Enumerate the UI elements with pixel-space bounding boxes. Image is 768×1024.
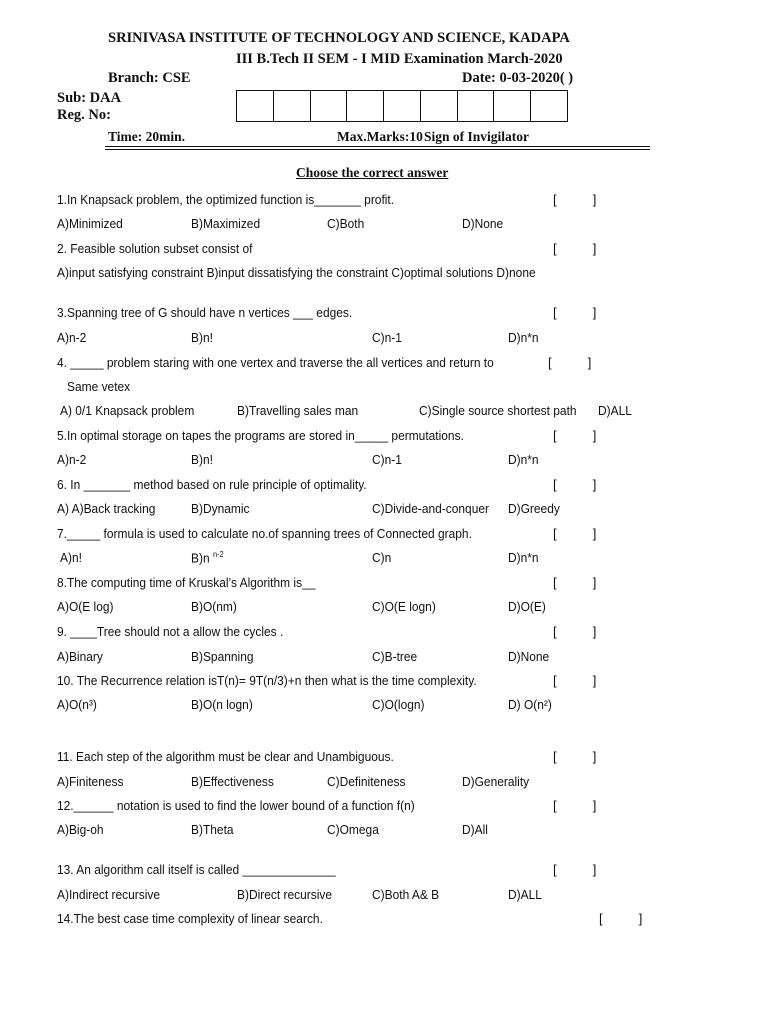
q11-option-c: C)Definiteness bbox=[327, 774, 406, 789]
q3-option-a: A)n-2 bbox=[57, 330, 87, 345]
q8-option-a: A)O(E log) bbox=[57, 599, 114, 614]
reg-no-cell[interactable] bbox=[494, 91, 531, 121]
question-10: 10. The Recurrence relation isT(n)= 9T(n/3)+n then what is the time complexity. bbox=[57, 673, 477, 688]
question-4: 4. _____ problem staring with one vertex and traverse the all vertices and return to bbox=[57, 355, 494, 370]
q7-option-c: C)n bbox=[372, 550, 392, 565]
q7-option-d: D)n*n bbox=[508, 550, 539, 565]
q9-option-c: C)B-tree bbox=[372, 649, 418, 664]
question-6: 6. In _______ method based on rule principle of optimality. bbox=[57, 477, 367, 492]
divider bbox=[105, 146, 650, 147]
q8-option-b: B)O(nm) bbox=[191, 599, 237, 614]
answer-bracket-7[interactable]: [ ] bbox=[553, 526, 597, 541]
answer-bracket-6[interactable]: [ ] bbox=[553, 477, 597, 492]
reg-no-boxes[interactable] bbox=[236, 90, 568, 122]
q12-option-c: C)Omega bbox=[327, 822, 379, 837]
question-8: 8.The computing time of Kruskal’s Algorithm is__ bbox=[57, 575, 316, 590]
max-marks: Max.Marks:10 bbox=[337, 129, 423, 144]
q11-option-d: D)Generality bbox=[462, 774, 530, 789]
q12-option-b: B)Theta bbox=[191, 822, 234, 837]
q6-option-a: A) A)Back tracking bbox=[57, 501, 156, 516]
answer-bracket-9[interactable]: [ ] bbox=[553, 624, 597, 639]
q5-option-a: A)n-2 bbox=[57, 452, 87, 467]
invigilator-sign: Sign of Invigilator bbox=[424, 129, 530, 144]
answer-bracket-5[interactable]: [ ] bbox=[553, 428, 597, 443]
q1-option-c: C)Both bbox=[327, 216, 365, 231]
exam-time: Time: 20min. bbox=[108, 129, 185, 144]
question-13: 13. An algorithm call itself is called ______________ bbox=[57, 862, 336, 877]
exam-date: Date: 0-03-2020( ) bbox=[462, 70, 574, 86]
q4-option-a: A) 0/1 Knapsack problem bbox=[60, 403, 195, 418]
q6-option-d: D)Greedy bbox=[508, 501, 560, 516]
answer-bracket-13[interactable]: [ ] bbox=[553, 862, 597, 877]
q4-option-c: C)Single source shortest path bbox=[419, 403, 577, 418]
branch: Branch: CSE bbox=[108, 70, 191, 86]
q6-option-b: B)Dynamic bbox=[191, 501, 250, 516]
answer-bracket-3[interactable]: [ ] bbox=[553, 305, 597, 320]
q12-option-a: A)Big-oh bbox=[57, 822, 104, 837]
q3-option-b: B)n! bbox=[191, 330, 213, 345]
divider bbox=[105, 149, 650, 150]
question-9: 9. ____Tree should not a allow the cycles . bbox=[57, 624, 284, 639]
subject: Sub: DAA bbox=[57, 90, 122, 106]
reg-no-cell[interactable] bbox=[347, 91, 384, 121]
answer-bracket-12[interactable]: [ ] bbox=[553, 798, 597, 813]
q8-option-d: D)O(E) bbox=[508, 599, 546, 614]
question-12: 12.______ notation is used to find the lower bound of a function f(n) bbox=[57, 798, 415, 813]
q3-option-c: C)n-1 bbox=[372, 330, 402, 345]
reg-no-cell[interactable] bbox=[384, 91, 421, 121]
q1-option-b: B)Maximized bbox=[191, 216, 261, 231]
q8-option-c: C)O(E logn) bbox=[372, 599, 436, 614]
q10-option-c: C)O(logn) bbox=[372, 697, 425, 712]
q1-option-a: A)Minimized bbox=[57, 216, 123, 231]
answer-bracket-1[interactable]: [ ] bbox=[553, 192, 597, 207]
q12-option-d: D)All bbox=[462, 822, 488, 837]
q13-option-d: D)ALL bbox=[508, 887, 542, 902]
q7-option-a: A)n! bbox=[60, 550, 82, 565]
question-11: 11. Each step of the algorithm must be clear and Unambiguous. bbox=[57, 749, 394, 764]
answer-bracket-4[interactable]: [ ] bbox=[548, 355, 592, 370]
q2-options: A)input satisfying constraint B)input dissatisfying the constraint C)optimal solutions D)none bbox=[57, 265, 536, 280]
q13-option-c: C)Both A& B bbox=[372, 887, 440, 902]
q10-option-a: A)O(n³) bbox=[57, 697, 97, 712]
q5-option-b: B)n! bbox=[191, 452, 213, 467]
question-2: 2. Feasible solution subset consist of bbox=[57, 241, 253, 256]
q5-option-c: C)n-1 bbox=[372, 452, 402, 467]
answer-bracket-10[interactable]: [ ] bbox=[553, 673, 597, 688]
q6-option-c: C)Divide-and-conquer bbox=[372, 501, 489, 516]
answer-bracket-14[interactable]: [ ] bbox=[599, 911, 643, 926]
q7-option-b-text: B)n bbox=[191, 550, 210, 566]
question-1: 1.In Knapsack problem, the optimized function is_______ profit. bbox=[57, 192, 395, 207]
reg-no-cell[interactable] bbox=[458, 91, 495, 121]
instruction: Choose the correct answer bbox=[296, 165, 449, 180]
q11-option-b: B)Effectiveness bbox=[191, 774, 274, 789]
q4-option-d: D)ALL bbox=[598, 403, 632, 418]
q11-option-a: A)Finiteness bbox=[57, 774, 124, 789]
q5-option-d: D)n*n bbox=[508, 452, 539, 467]
q10-option-b: B)O(n logn) bbox=[191, 697, 253, 712]
question-14: 14.The best case time complexity of linear search. bbox=[57, 911, 323, 926]
q1-option-d: D)None bbox=[462, 216, 504, 231]
q10-option-d: D) O(n²) bbox=[508, 697, 552, 712]
exam-title: III B.Tech II SEM - I MID Examination March-2020 bbox=[236, 51, 563, 67]
q13-option-a: A)Indirect recursive bbox=[57, 887, 161, 902]
answer-bracket-11[interactable]: [ ] bbox=[553, 749, 597, 764]
question-7: 7._____ formula is used to calculate no.of spanning trees of Connected graph. bbox=[57, 526, 472, 541]
reg-no-label: Reg. No: bbox=[57, 107, 111, 123]
answer-bracket-2[interactable]: [ ] bbox=[553, 241, 597, 256]
question-5: 5.In optimal storage on tapes the programs are stored in_____ permutations. bbox=[57, 428, 464, 443]
reg-no-cell[interactable] bbox=[531, 91, 567, 121]
q13-option-b: B)Direct recursive bbox=[237, 887, 333, 902]
question-4-continued: Same vetex bbox=[67, 379, 131, 394]
reg-no-cell[interactable] bbox=[311, 91, 348, 121]
q3-option-d: D)n*n bbox=[508, 330, 539, 345]
reg-no-cell[interactable] bbox=[274, 91, 311, 121]
question-3: 3.Spanning tree of G should have n vertices ___ edges. bbox=[57, 305, 353, 320]
institute-name: SRINIVASA INSTITUTE OF TECHNOLOGY AND SCIENCE, KADAPA bbox=[108, 30, 570, 46]
q9-option-b: B)Spanning bbox=[191, 649, 254, 664]
q7-option-b bbox=[191, 550, 224, 565]
reg-no-cell[interactable] bbox=[237, 91, 274, 121]
q7-option-b-exponent: n-2 bbox=[212, 550, 224, 559]
reg-no-cell[interactable] bbox=[421, 91, 458, 121]
answer-bracket-8[interactable]: [ ] bbox=[553, 575, 597, 590]
q4-option-b: B)Travelling sales man bbox=[237, 403, 359, 418]
q9-option-a: A)Binary bbox=[57, 649, 103, 664]
q9-option-d: D)None bbox=[508, 649, 550, 664]
